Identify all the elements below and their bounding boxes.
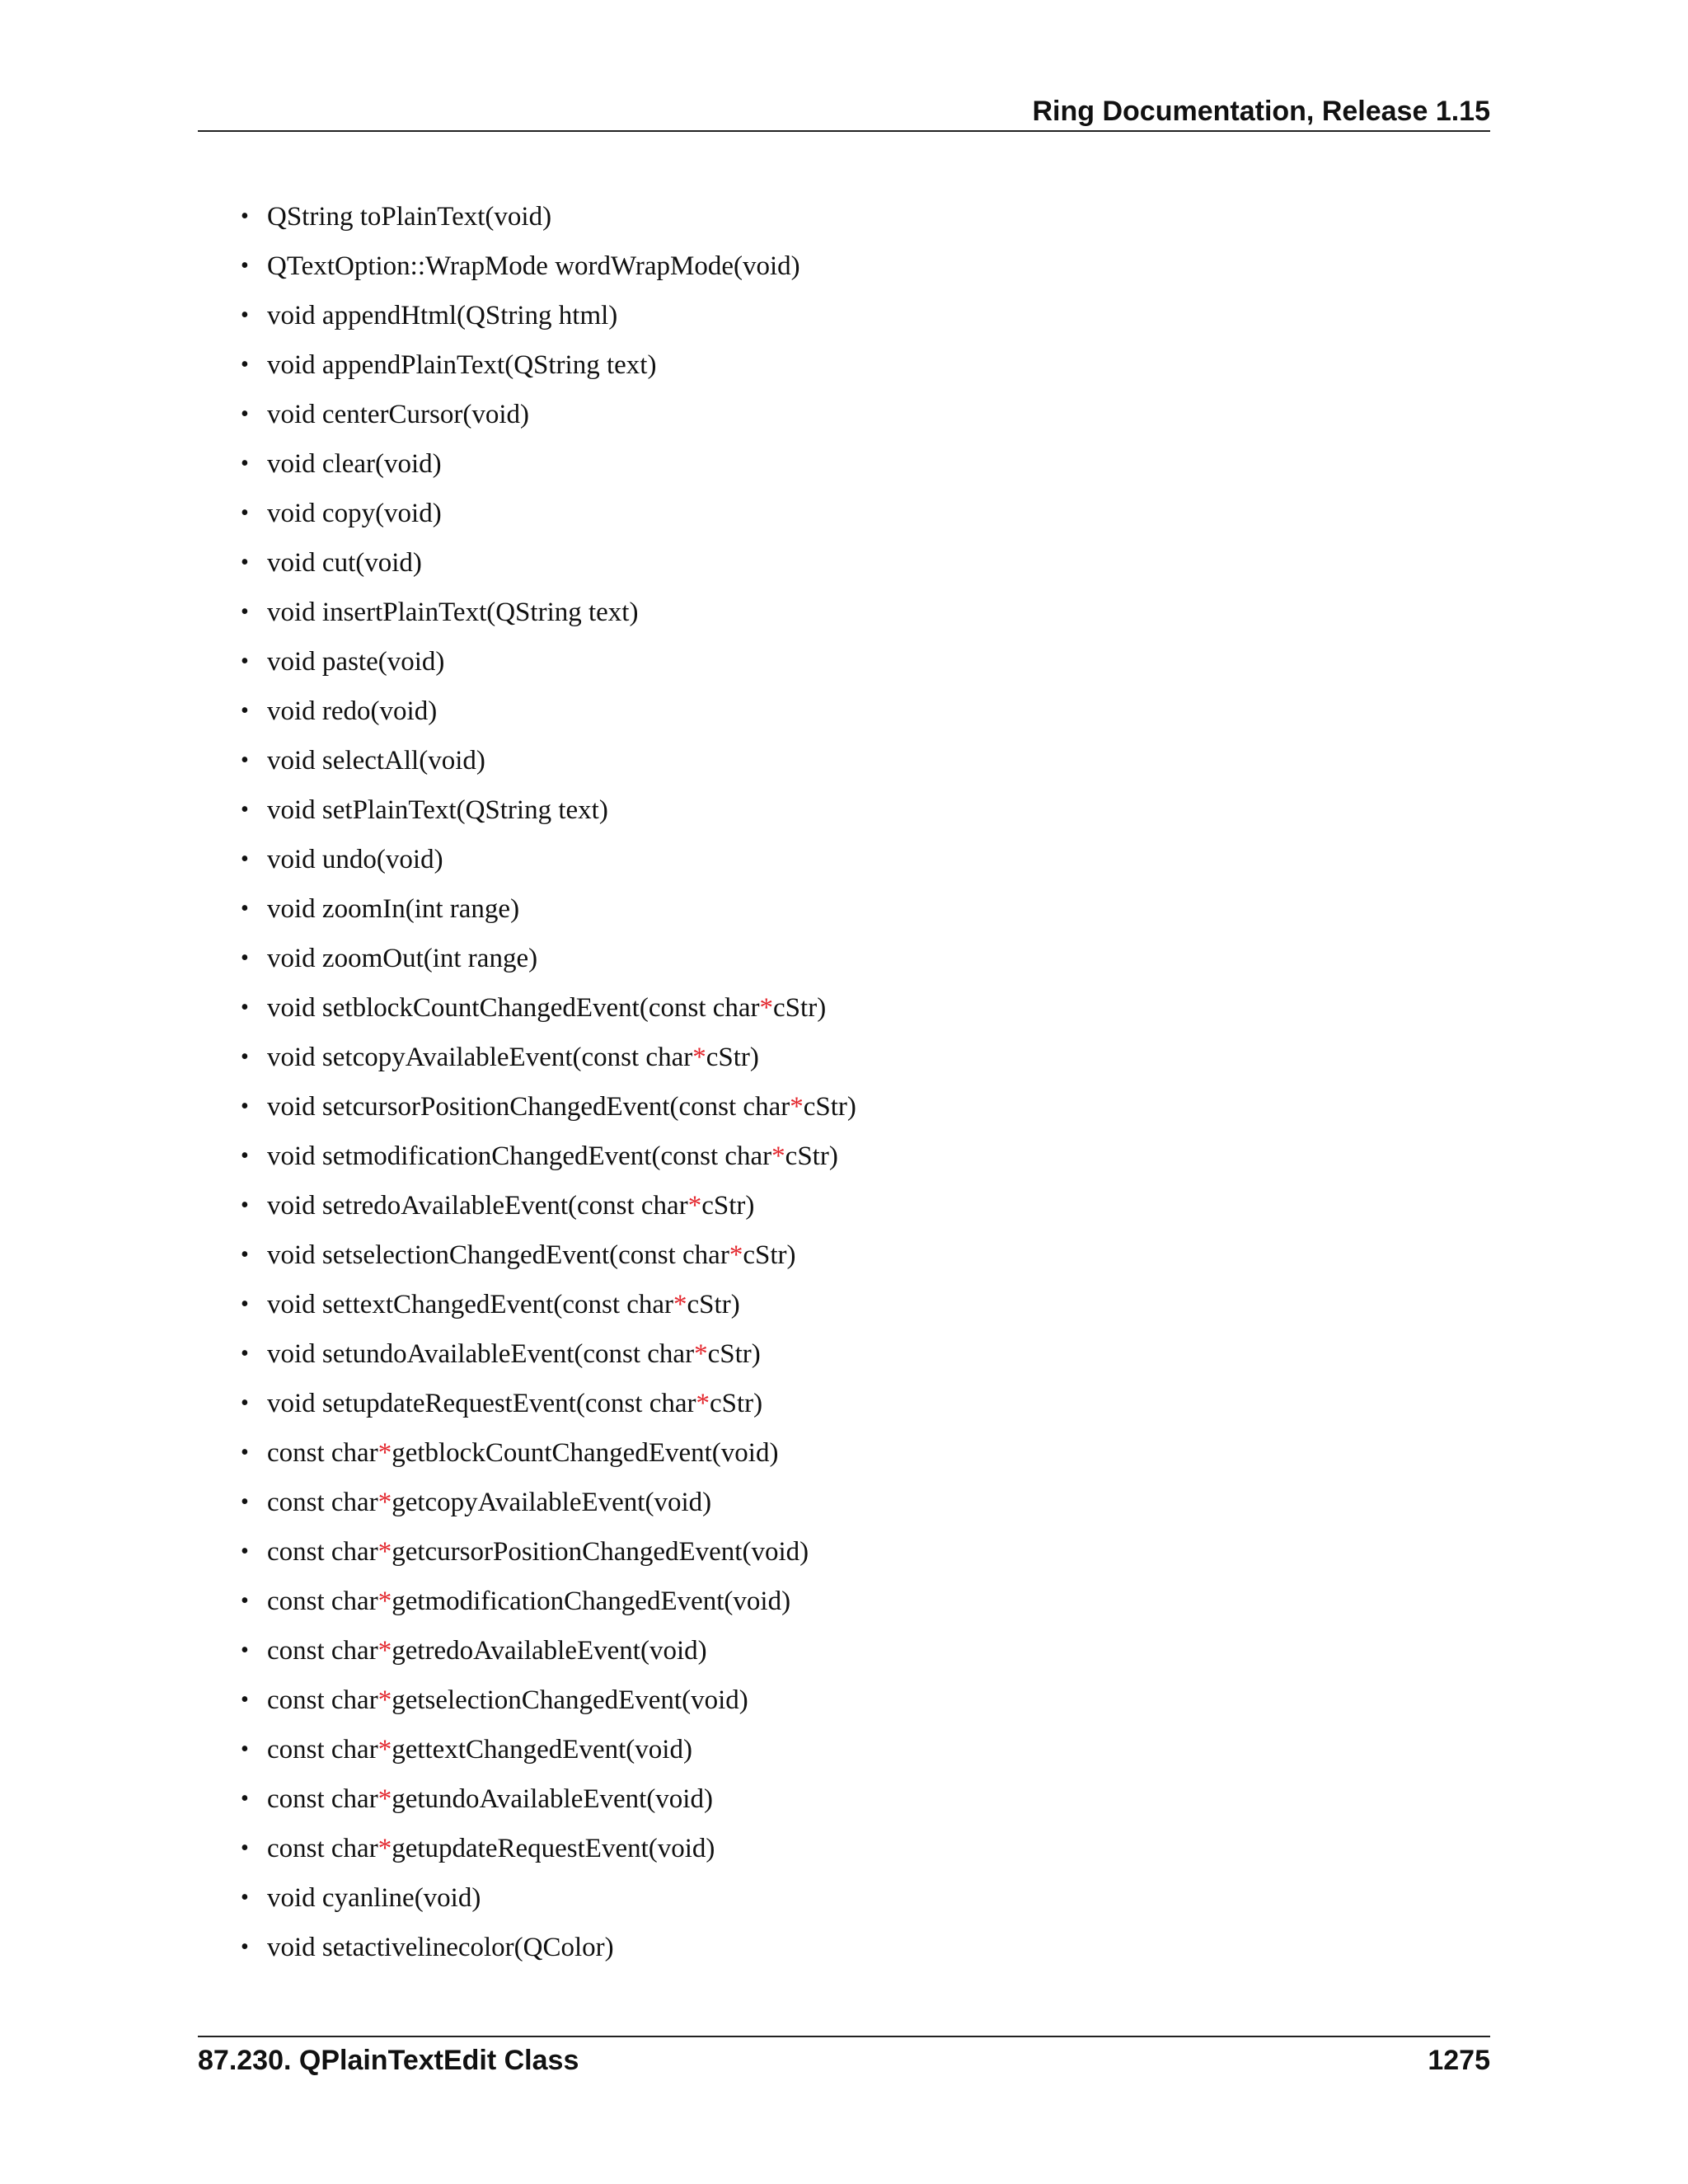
bullet-icon: •: [241, 1341, 249, 1366]
method-item: [241, 934, 1477, 983]
bullet-icon: •: [241, 500, 249, 526]
method-text-after-star: cStr): [773, 993, 827, 1023]
method-item: [241, 538, 1477, 588]
method-text-after-star: cStr): [743, 1240, 796, 1270]
method-item: [241, 1527, 1477, 1577]
pointer-star: *: [377, 1438, 392, 1468]
method-text: const char: [267, 1636, 378, 1666]
method-item: [241, 291, 1477, 340]
bullet-icon: •: [241, 698, 249, 724]
method-item: [241, 1478, 1477, 1527]
bullet-icon: •: [241, 1638, 249, 1663]
method-text: void copy(void): [267, 499, 442, 528]
bullet-icon: •: [241, 896, 249, 921]
method-text: void setactivelinecolor(QColor): [267, 1933, 614, 1962]
method-item: [241, 687, 1477, 736]
method-item: [241, 1428, 1477, 1478]
method-item: [241, 390, 1477, 439]
pointer-star: *: [377, 1685, 392, 1715]
pointer-star: *: [377, 1488, 392, 1517]
pointer-star: *: [377, 1735, 392, 1765]
method-item: [241, 1280, 1477, 1329]
method-text: void cyanline(void): [267, 1883, 481, 1913]
method-item: [241, 1577, 1477, 1626]
method-item: [241, 1774, 1477, 1824]
method-item: [241, 1230, 1477, 1280]
method-item: [241, 192, 1477, 241]
method-text: void setcopyAvailableEvent(const char: [267, 1043, 693, 1072]
page-number: 1275: [1428, 2044, 1490, 2076]
method-item: [241, 1329, 1477, 1379]
method-item: [241, 439, 1477, 489]
method-text: QString toPlainText(void): [267, 202, 552, 232]
method-text-after-star: cStr): [707, 1339, 761, 1369]
method-text: void setcursorPositionChangedEvent(const char: [267, 1092, 790, 1122]
pointer-star: *: [696, 1389, 710, 1418]
method-item: [241, 637, 1477, 687]
method-text-after-star: gettextChangedEvent(void): [392, 1735, 692, 1765]
method-text: const char: [267, 1685, 378, 1715]
method-text-after-star: cStr): [687, 1290, 740, 1319]
method-text: void setredoAvailableEvent(const char: [267, 1191, 688, 1221]
method-text-after-star: cStr): [706, 1043, 759, 1072]
method-text-after-star: getundoAvailableEvent(void): [392, 1784, 713, 1814]
bullet-icon: •: [241, 1094, 249, 1119]
pointer-star: *: [694, 1339, 708, 1369]
pointer-star: *: [377, 1537, 392, 1567]
bullet-icon: •: [241, 1044, 249, 1070]
bullet-icon: •: [241, 1934, 249, 1960]
method-item: [241, 1181, 1477, 1230]
method-text: void paste(void): [267, 647, 445, 677]
method-text: const char: [267, 1537, 378, 1567]
bullet-icon: •: [241, 1736, 249, 1762]
method-item: [241, 1923, 1477, 1972]
header-rule: [198, 130, 1490, 132]
bullet-icon: •: [241, 599, 249, 625]
bullet-icon: •: [241, 352, 249, 377]
bullet-icon: •: [241, 1885, 249, 1910]
method-text-after-star: getcopyAvailableEvent(void): [392, 1488, 712, 1517]
method-text-after-star: cStr): [803, 1092, 856, 1122]
method-item: [241, 489, 1477, 538]
bullet-icon: •: [241, 1489, 249, 1515]
bullet-icon: •: [241, 797, 249, 823]
method-item: [241, 1675, 1477, 1725]
method-item: [241, 1626, 1477, 1675]
pointer-star: *: [729, 1240, 743, 1270]
bullet-icon: •: [241, 1835, 249, 1861]
method-list: [241, 192, 1477, 1972]
method-text: const char: [267, 1438, 378, 1468]
method-text-after-star: cStr): [710, 1389, 763, 1418]
bullet-icon: •: [241, 302, 249, 328]
bullet-icon: •: [241, 1588, 249, 1614]
method-item: [241, 884, 1477, 934]
method-text-after-star: cStr): [785, 1141, 838, 1171]
method-item: [241, 1082, 1477, 1132]
method-text-after-star: getupdateRequestEvent(void): [392, 1834, 715, 1863]
bullet-icon: •: [241, 401, 249, 427]
method-text: const char: [267, 1488, 378, 1517]
pointer-star: *: [790, 1092, 804, 1122]
method-text: void setupdateRequestEvent(const char: [267, 1389, 696, 1418]
method-item: [241, 1132, 1477, 1181]
method-item: [241, 241, 1477, 291]
pointer-star: *: [673, 1290, 687, 1319]
method-text: const char: [267, 1784, 378, 1814]
bullet-icon: •: [241, 253, 249, 279]
method-text: void setundoAvailableEvent(const char: [267, 1339, 695, 1369]
method-text: void settextChangedEvent(const char: [267, 1290, 674, 1319]
method-text: void zoomOut(int range): [267, 944, 538, 973]
bullet-icon: •: [241, 1242, 249, 1268]
bullet-icon: •: [241, 1193, 249, 1218]
pointer-star: *: [687, 1191, 702, 1221]
bullet-icon: •: [241, 748, 249, 773]
method-text-after-star: getredoAvailableEvent(void): [392, 1636, 707, 1666]
method-text: void zoomIn(int range): [267, 894, 520, 924]
bullet-icon: •: [241, 204, 249, 229]
method-text: void appendPlainText(QString text): [267, 350, 657, 380]
bullet-icon: •: [241, 451, 249, 476]
method-text: const char: [267, 1834, 378, 1863]
bullet-icon: •: [241, 550, 249, 575]
bullet-icon: •: [241, 846, 249, 872]
method-text: void setmodificationChangedEvent(const char: [267, 1141, 772, 1171]
method-item: [241, 1873, 1477, 1923]
method-item: [241, 983, 1477, 1033]
pointer-star: *: [377, 1636, 392, 1666]
pointer-star: *: [771, 1141, 785, 1171]
method-text: const char: [267, 1586, 378, 1616]
bullet-icon: •: [241, 1687, 249, 1713]
bullet-icon: •: [241, 1390, 249, 1416]
method-text: void clear(void): [267, 449, 442, 479]
method-text: void centerCursor(void): [267, 400, 529, 429]
bullet-icon: •: [241, 995, 249, 1020]
bullet-icon: •: [241, 1143, 249, 1169]
method-item: [241, 785, 1477, 835]
method-text: void selectAll(void): [267, 746, 485, 776]
method-item: [241, 1033, 1477, 1082]
bullet-icon: •: [241, 1786, 249, 1811]
method-text: void setselectionChangedEvent(const char: [267, 1240, 729, 1270]
bullet-icon: •: [241, 945, 249, 971]
running-footer: [198, 2037, 1490, 2083]
method-text: void insertPlainText(QString text): [267, 598, 639, 627]
method-item: [241, 1379, 1477, 1428]
footer-section-title: 87.230. QPlainTextEdit Class: [198, 2044, 579, 2076]
method-text-after-star: getselectionChangedEvent(void): [392, 1685, 748, 1715]
pointer-star: *: [377, 1586, 392, 1616]
pointer-star: *: [692, 1043, 706, 1072]
running-header: Ring Documentation, Release 1.15: [1032, 96, 1490, 127]
bullet-icon: •: [241, 1291, 249, 1317]
method-item: [241, 340, 1477, 390]
method-text-after-star: getblockCountChangedEvent(void): [392, 1438, 779, 1468]
method-text: void cut(void): [267, 548, 422, 578]
method-text: QTextOption::WrapMode wordWrapMode(void): [267, 251, 800, 281]
method-text: const char: [267, 1735, 378, 1765]
bullet-icon: •: [241, 1539, 249, 1564]
method-item: [241, 835, 1477, 884]
method-text: void setblockCountChangedEvent(const char: [267, 993, 760, 1023]
method-text-after-star: cStr): [701, 1191, 755, 1221]
method-text: void redo(void): [267, 696, 438, 726]
method-item: [241, 1725, 1477, 1774]
bullet-icon: •: [241, 649, 249, 674]
bullet-icon: •: [241, 1440, 249, 1465]
pointer-star: *: [759, 993, 774, 1023]
method-text: void setPlainText(QString text): [267, 795, 608, 825]
method-item: [241, 736, 1477, 785]
method-text-after-star: getmodificationChangedEvent(void): [392, 1586, 791, 1616]
method-text-after-star: getcursorPositionChangedEvent(void): [392, 1537, 809, 1567]
pointer-star: *: [377, 1834, 392, 1863]
method-text: void undo(void): [267, 845, 443, 874]
method-text: void appendHtml(QString html): [267, 301, 618, 330]
method-item: [241, 588, 1477, 637]
method-item: [241, 1824, 1477, 1873]
pointer-star: *: [377, 1784, 392, 1814]
